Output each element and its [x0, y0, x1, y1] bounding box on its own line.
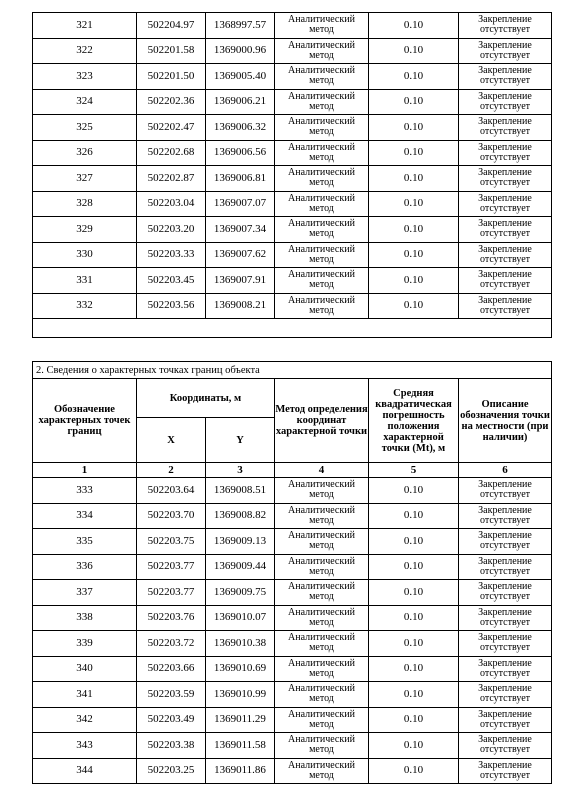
method-cell: Аналитический метод [275, 191, 369, 217]
coord-x: 502203.70 [137, 503, 206, 529]
coord-x: 502204.97 [137, 13, 206, 39]
method-cell: Аналитический метод [275, 293, 369, 319]
coord-x: 502203.77 [137, 554, 206, 580]
accuracy-cell: 0.10 [369, 707, 459, 733]
coord-x: 502203.33 [137, 242, 206, 268]
table-row [33, 605, 552, 631]
method-cell: Аналитический метод [275, 242, 369, 268]
method-cell: Аналитический метод [275, 64, 369, 90]
method-cell: Аналитический метод [275, 733, 369, 759]
accuracy-cell: 0.10 [369, 89, 459, 115]
description-cell: Закрепление отсутствует [459, 268, 552, 294]
coord-x: 502203.66 [137, 656, 206, 682]
column-number: 5 [369, 463, 459, 478]
header-y: Y [206, 418, 275, 463]
coord-x: 502202.87 [137, 166, 206, 192]
method-cell: Аналитический метод [275, 89, 369, 115]
point-number: 323 [33, 64, 137, 90]
method-cell: Аналитический метод [275, 268, 369, 294]
table-row [33, 478, 552, 504]
description-cell: Закрепление отсутствует [459, 707, 552, 733]
coord-y: 1369006.56 [206, 140, 275, 166]
boundary-points-table [32, 361, 552, 784]
coord-y: 1369010.69 [206, 656, 275, 682]
description-cell: Закрепление отсутствует [459, 242, 552, 268]
description-cell: Закрепление отсутствует [459, 554, 552, 580]
table-row [33, 580, 552, 606]
accuracy-cell: 0.10 [369, 733, 459, 759]
accuracy-cell: 0.10 [369, 503, 459, 529]
coord-x: 502203.76 [137, 605, 206, 631]
coord-y: 1369008.21 [206, 293, 275, 319]
header-description: Описание обозначения точки на местности (при наличии) [459, 379, 552, 463]
coord-y: 1369007.62 [206, 242, 275, 268]
coord-y: 1369007.34 [206, 217, 275, 243]
coord-x: 502203.59 [137, 682, 206, 708]
coord-y: 1369008.51 [206, 478, 275, 504]
point-number: 344 [33, 758, 137, 784]
coord-y: 1369006.32 [206, 115, 275, 141]
description-cell: Закрепление отсутствует [459, 38, 552, 64]
method-cell: Аналитический метод [275, 115, 369, 141]
method-cell: Аналитический метод [275, 631, 369, 657]
accuracy-cell: 0.10 [369, 38, 459, 64]
coord-x: 502201.50 [137, 64, 206, 90]
description-cell: Закрепление отсутствует [459, 166, 552, 192]
coord-x: 502203.56 [137, 293, 206, 319]
accuracy-cell: 0.10 [369, 554, 459, 580]
table-row [33, 140, 552, 166]
accuracy-cell: 0.10 [369, 605, 459, 631]
method-cell: Аналитический метод [275, 13, 369, 39]
header-accuracy: Средняя квадратическая погрешность положения характерной точки (Mt), м [369, 379, 459, 463]
accuracy-cell: 0.10 [369, 115, 459, 141]
point-number: 337 [33, 580, 137, 606]
coord-x: 502203.20 [137, 217, 206, 243]
accuracy-cell: 0.10 [369, 140, 459, 166]
method-cell: Аналитический метод [275, 656, 369, 682]
method-cell: Аналитический метод [275, 140, 369, 166]
description-cell: Закрепление отсутствует [459, 580, 552, 606]
coord-y: 1369010.07 [206, 605, 275, 631]
boundary-points-table-body [33, 478, 552, 784]
table-row [33, 293, 552, 319]
accuracy-cell: 0.10 [369, 478, 459, 504]
table-row [33, 656, 552, 682]
points-table-continuation [32, 12, 552, 338]
description-cell: Закрепление отсутствует [459, 605, 552, 631]
description-cell: Закрепление отсутствует [459, 631, 552, 657]
point-number: 329 [33, 217, 137, 243]
column-number: 6 [459, 463, 552, 478]
point-number: 325 [33, 115, 137, 141]
accuracy-cell: 0.10 [369, 656, 459, 682]
table-row [33, 268, 552, 294]
coord-y: 1369008.82 [206, 503, 275, 529]
table-row [33, 13, 552, 39]
coord-y: 1369009.13 [206, 529, 275, 555]
coord-y: 1369000.96 [206, 38, 275, 64]
method-cell: Аналитический метод [275, 554, 369, 580]
column-number: 4 [275, 463, 369, 478]
accuracy-cell: 0.10 [369, 293, 459, 319]
table-row [33, 707, 552, 733]
table-row [33, 554, 552, 580]
coord-y: 1369007.91 [206, 268, 275, 294]
coord-x: 502203.72 [137, 631, 206, 657]
coord-y: 1369006.81 [206, 166, 275, 192]
table-row [33, 242, 552, 268]
description-cell: Закрепление отсутствует [459, 529, 552, 555]
column-number: 1 [33, 463, 137, 478]
point-number: 331 [33, 268, 137, 294]
point-number: 321 [33, 13, 137, 39]
point-number: 330 [33, 242, 137, 268]
point-number: 327 [33, 166, 137, 192]
method-cell: Аналитический метод [275, 529, 369, 555]
coord-x: 502203.49 [137, 707, 206, 733]
description-cell: Закрепление отсутствует [459, 191, 552, 217]
accuracy-cell: 0.10 [369, 13, 459, 39]
point-number: 342 [33, 707, 137, 733]
point-number: 334 [33, 503, 137, 529]
description-cell: Закрепление отсутствует [459, 13, 552, 39]
coord-y: 1368997.57 [206, 13, 275, 39]
points-table-continuation-body [33, 13, 552, 338]
coord-y: 1369010.38 [206, 631, 275, 657]
method-cell: Аналитический метод [275, 580, 369, 606]
accuracy-cell: 0.10 [369, 529, 459, 555]
description-cell: Закрепление отсутствует [459, 293, 552, 319]
table-row [33, 166, 552, 192]
table-title: 2. Сведения о характерных точках границ объекта [33, 362, 552, 379]
method-cell: Аналитический метод [275, 758, 369, 784]
method-cell: Аналитический метод [275, 605, 369, 631]
accuracy-cell: 0.10 [369, 682, 459, 708]
point-number: 341 [33, 682, 137, 708]
coord-y: 1369009.44 [206, 554, 275, 580]
table-row [33, 191, 552, 217]
method-cell: Аналитический метод [275, 38, 369, 64]
method-cell: Аналитический метод [275, 217, 369, 243]
point-number: 324 [33, 89, 137, 115]
table-row [33, 38, 552, 64]
description-cell: Закрепление отсутствует [459, 733, 552, 759]
accuracy-cell: 0.10 [369, 217, 459, 243]
method-cell: Аналитический метод [275, 166, 369, 192]
description-cell: Закрепление отсутствует [459, 656, 552, 682]
coord-x: 502203.64 [137, 478, 206, 504]
coord-x: 502203.75 [137, 529, 206, 555]
coord-y: 1369007.07 [206, 191, 275, 217]
description-cell: Закрепление отсутствует [459, 503, 552, 529]
method-cell: Аналитический метод [275, 503, 369, 529]
coord-x: 502203.38 [137, 733, 206, 759]
coord-y: 1369011.29 [206, 707, 275, 733]
description-cell: Закрепление отсутствует [459, 115, 552, 141]
coord-x: 502203.04 [137, 191, 206, 217]
coord-x: 502201.58 [137, 38, 206, 64]
accuracy-cell: 0.10 [369, 631, 459, 657]
point-number: 336 [33, 554, 137, 580]
point-number: 322 [33, 38, 137, 64]
point-number: 340 [33, 656, 137, 682]
accuracy-cell: 0.10 [369, 64, 459, 90]
header-designation: Обозначение характерных точек границ [33, 379, 137, 463]
description-cell: Закрепление отсутствует [459, 140, 552, 166]
table-row [33, 631, 552, 657]
point-number: 332 [33, 293, 137, 319]
header-method: Метод определения координат характерной точки [275, 379, 369, 463]
empty-row [33, 319, 552, 338]
table-row [33, 217, 552, 243]
table-row [33, 758, 552, 784]
coord-y: 1369011.86 [206, 758, 275, 784]
coord-y: 1369006.21 [206, 89, 275, 115]
table-row [33, 64, 552, 90]
point-number: 338 [33, 605, 137, 631]
table-row [33, 733, 552, 759]
coord-x: 502202.36 [137, 89, 206, 115]
coord-y: 1369005.40 [206, 64, 275, 90]
point-number: 333 [33, 478, 137, 504]
coord-y: 1369010.99 [206, 682, 275, 708]
table-row [33, 89, 552, 115]
accuracy-cell: 0.10 [369, 191, 459, 217]
accuracy-cell: 0.10 [369, 268, 459, 294]
point-number: 343 [33, 733, 137, 759]
description-cell: Закрепление отсутствует [459, 89, 552, 115]
description-cell: Закрепление отсутствует [459, 682, 552, 708]
method-cell: Аналитический метод [275, 707, 369, 733]
coord-y: 1369011.58 [206, 733, 275, 759]
accuracy-cell: 0.10 [369, 166, 459, 192]
method-cell: Аналитический метод [275, 478, 369, 504]
point-number: 328 [33, 191, 137, 217]
accuracy-cell: 0.10 [369, 580, 459, 606]
coord-x: 502203.77 [137, 580, 206, 606]
point-number: 339 [33, 631, 137, 657]
empty-cell [33, 319, 552, 338]
description-cell: Закрепление отсутствует [459, 64, 552, 90]
table-row [33, 529, 552, 555]
description-cell: Закрепление отсутствует [459, 478, 552, 504]
accuracy-cell: 0.10 [369, 758, 459, 784]
column-number: 2 [137, 463, 206, 478]
coord-x: 502202.47 [137, 115, 206, 141]
column-number: 3 [206, 463, 275, 478]
description-cell: Закрепление отсутствует [459, 758, 552, 784]
header-coordinates: Координаты, м [137, 379, 275, 418]
table-row [33, 503, 552, 529]
coord-y: 1369009.75 [206, 580, 275, 606]
method-cell: Аналитический метод [275, 682, 369, 708]
point-number: 326 [33, 140, 137, 166]
coord-x: 502203.25 [137, 758, 206, 784]
coord-x: 502202.68 [137, 140, 206, 166]
point-number: 335 [33, 529, 137, 555]
header-x: X [137, 418, 206, 463]
table-row [33, 682, 552, 708]
table-row [33, 115, 552, 141]
description-cell: Закрепление отсутствует [459, 217, 552, 243]
accuracy-cell: 0.10 [369, 242, 459, 268]
coord-x: 502203.45 [137, 268, 206, 294]
